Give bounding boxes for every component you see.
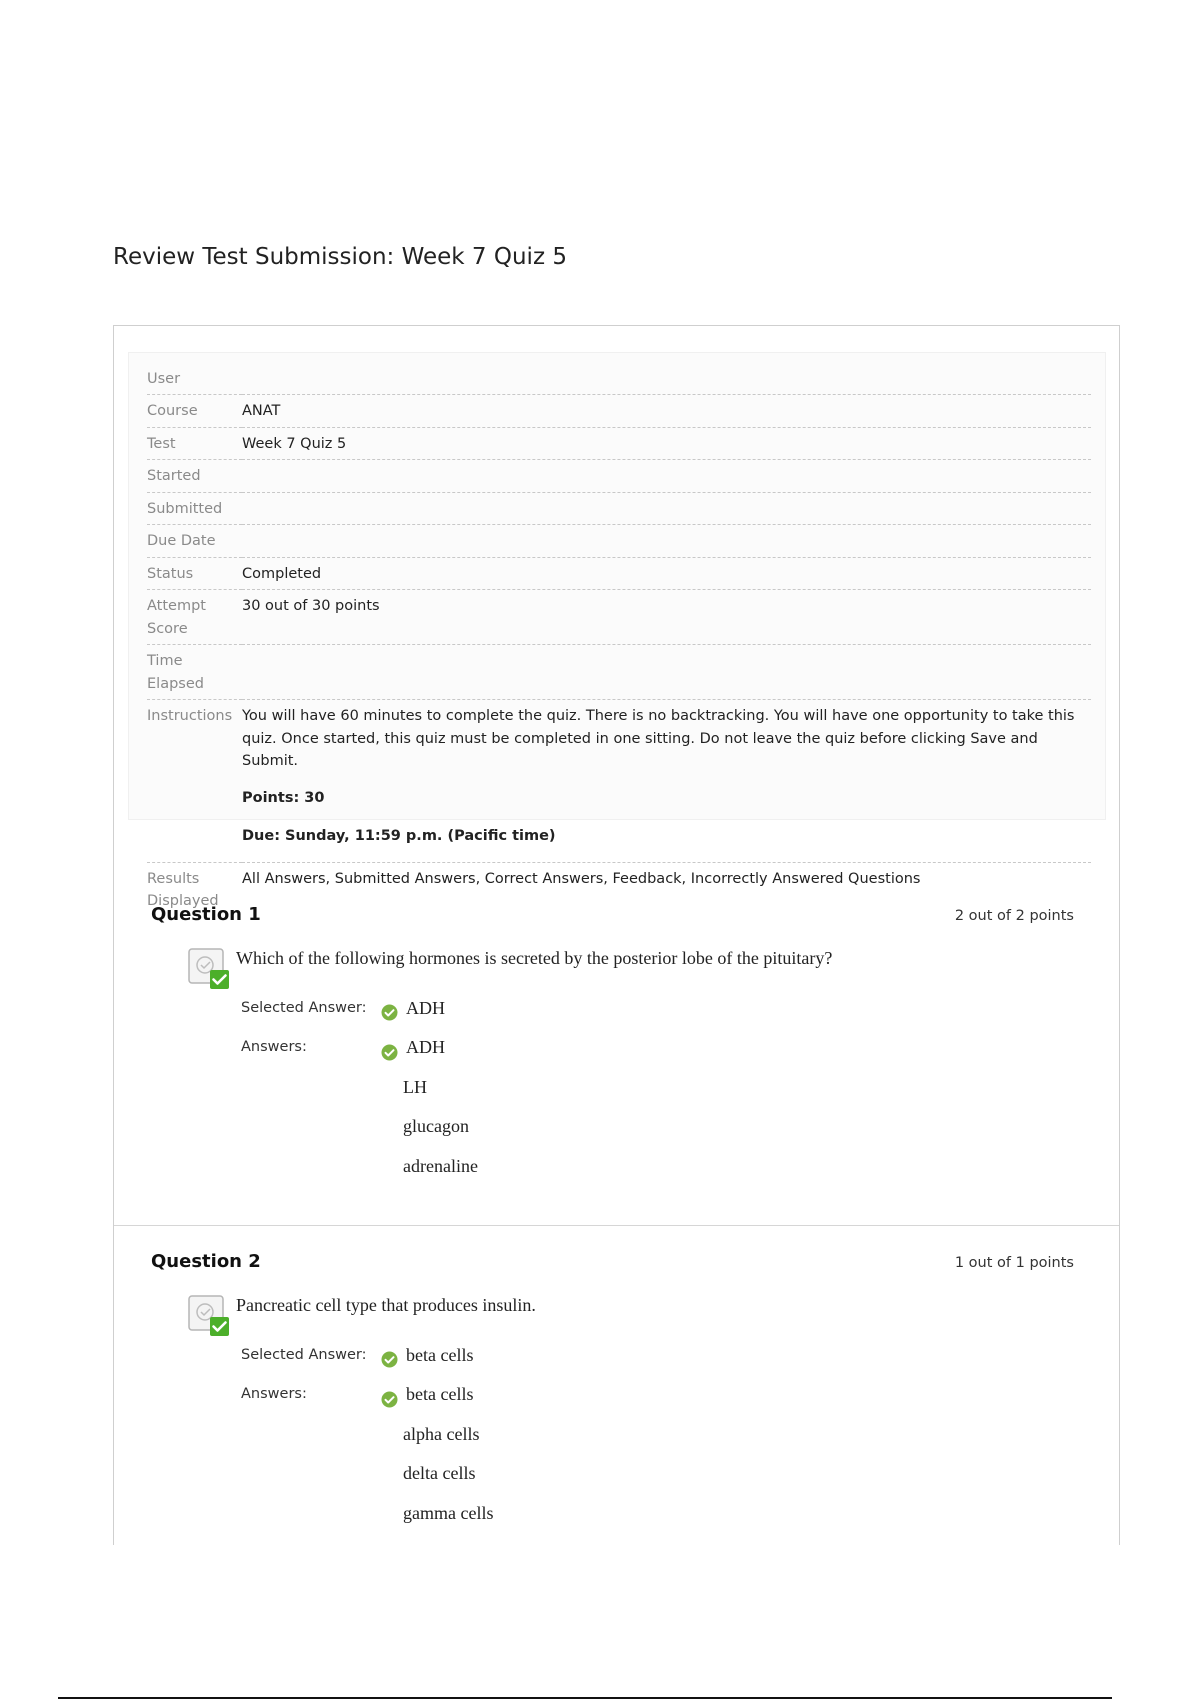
detail-row-status <box>147 557 1091 589</box>
correct-check-icon <box>381 1004 398 1021</box>
question-points: 1 out of 1 points <box>954 1255 1074 1271</box>
answer-option: beta cells <box>406 1384 474 1404</box>
selected-answer-label: Selected Answer: <box>241 1347 367 1363</box>
detail-row-results-displayed <box>147 862 1091 916</box>
detail-label: Submitted <box>147 492 242 524</box>
answer-option: adrenaline <box>403 1156 478 1176</box>
detail-row-attempt-score <box>147 590 1091 645</box>
detail-value: 30 out of 30 points <box>242 590 1091 645</box>
detail-label: User <box>147 363 242 395</box>
detail-label: Test <box>147 427 242 459</box>
question-text: Pancreatic cell type that produces insulin. <box>236 1295 536 1315</box>
details-table <box>147 363 1091 916</box>
answers-label: Answers: <box>241 1386 307 1402</box>
selected-answer-value: beta cells <box>406 1345 474 1365</box>
answer-option: alpha cells <box>403 1424 480 1444</box>
detail-row-user <box>147 363 1091 395</box>
detail-row-instructions <box>147 700 1091 862</box>
detail-row-submitted <box>147 492 1091 524</box>
detail-value <box>242 363 1091 395</box>
answer-option: delta cells <box>403 1463 476 1483</box>
detail-value: Week 7 Quiz 5 <box>242 427 1091 459</box>
detail-value: All Answers, Submitted Answers, Correct Answers, Feedback, Incorrectly Answered Questions <box>242 870 921 887</box>
submission-details <box>128 352 1106 909</box>
detail-label: Attempt Score <box>147 590 242 645</box>
detail-row-course <box>147 395 1091 427</box>
detail-value <box>242 492 1091 524</box>
footer-rule <box>58 1697 1112 1699</box>
selected-answer-label: Selected Answer: <box>241 1000 367 1016</box>
correct-question-icon <box>188 948 230 990</box>
question-divider <box>114 1225 1119 1226</box>
submission-panel <box>113 325 1120 1545</box>
answer-option: gamma cells <box>403 1503 494 1523</box>
question-title: Question 1 <box>151 904 261 925</box>
answer-option: LH <box>403 1077 427 1097</box>
selected-answer-value: ADH <box>406 998 445 1018</box>
detail-value <box>242 525 1091 557</box>
detail-label: Course <box>147 395 242 427</box>
detail-value <box>242 645 1091 700</box>
detail-label: Time Elapsed <box>147 645 242 700</box>
instructions-due: Due: Sunday, 11:59 p.m. (Pacific time) <box>242 828 556 845</box>
detail-row-time-elapsed <box>147 645 1091 700</box>
detail-label: Due Date <box>147 525 242 557</box>
detail-value: ANAT <box>242 395 1091 427</box>
detail-label: Instructions <box>147 700 242 862</box>
detail-label: Started <box>147 460 242 492</box>
answer-option: glucagon <box>403 1116 469 1136</box>
correct-check-icon <box>381 1044 398 1061</box>
instructions-content <box>242 700 1091 862</box>
answer-option: ADH <box>406 1037 445 1057</box>
question-text: Which of the following hormones is secreted by the posterior lobe of the pituitary? <box>236 948 833 968</box>
question-title: Question 2 <box>151 1251 261 1272</box>
page-title: Review Test Submission: Week 7 Quiz 5 <box>113 244 567 270</box>
correct-check-icon <box>381 1351 398 1368</box>
instructions-text: You will have 60 minutes to complete the quiz. There is no backtracking. You will have one opportunity to take this quiz. Once started, this quiz must be completed in one sitting. Do not leave the quiz before clicking Save and Submit. <box>242 708 1075 770</box>
detail-label: Status <box>147 557 242 589</box>
detail-row-test <box>147 427 1091 459</box>
instructions-points: Points: 30 <box>242 789 325 806</box>
question-points: 2 out of 2 points <box>954 908 1074 924</box>
detail-row-started <box>147 460 1091 492</box>
detail-value <box>242 460 1091 492</box>
correct-question-icon <box>188 1295 230 1337</box>
correct-check-icon <box>381 1391 398 1408</box>
detail-row-due-date <box>147 525 1091 557</box>
detail-label: Results Displayed <box>147 870 219 909</box>
answers-label: Answers: <box>241 1039 307 1055</box>
detail-value: Completed <box>242 557 1091 589</box>
